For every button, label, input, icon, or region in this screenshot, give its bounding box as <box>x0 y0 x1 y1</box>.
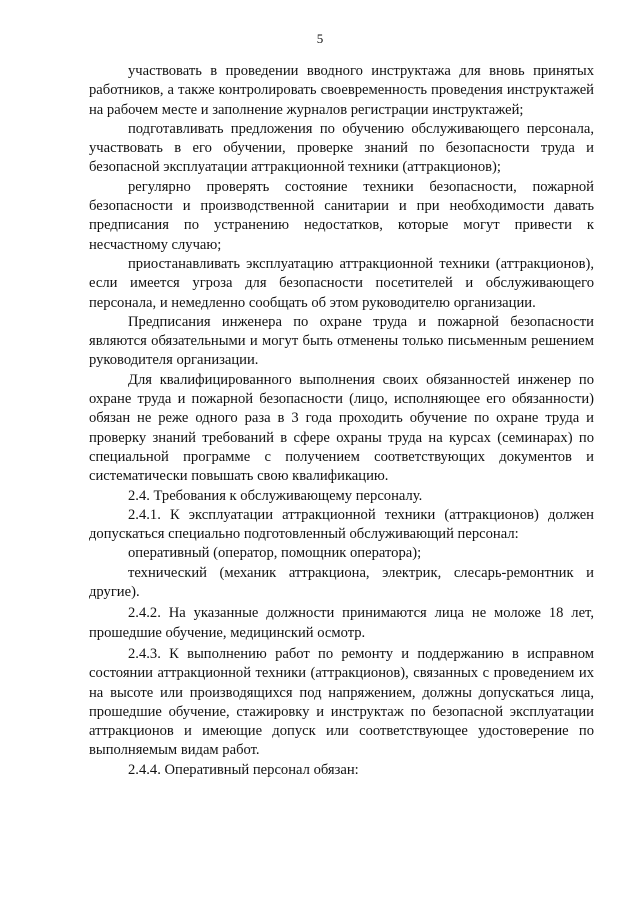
document-body <box>89 62 594 780</box>
paragraph-briefing-participation: участвовать в проведении вводного инструктажа для вновь принятых работников, а также контролировать своевременность проведения инструктажей на рабочем месте и заполнение журналов регистрации инструктажей; <box>89 63 594 118</box>
paragraph-2-4-1: 2.4.1. К эксплуатации аттракционной техники (аттракционов) должен допускаться специально подготовленный обслуживающий персонал: <box>89 506 594 543</box>
section-heading-2-4: 2.4. Требования к обслуживающему персоналу. <box>128 487 423 504</box>
paragraph-engineer-orders: Предписания инженера по охране труда и пожарной безопасности являются обязательными и могут быть отменены только письменным решением руководителя организации. <box>89 313 594 369</box>
page-number: 5 <box>316 31 324 46</box>
paragraph-qualification: Для квалифицированного выполнения своих обязанностей инженер по охране труда и пожарной безопасности (лицо, исполняющее его обязанности) обязан не реже одного раза в 3 года проходить обучение по охране труда и проверку знаний требований в сфере охраны труда на курсах (семинарах) по специальной программе с получением соответствующих документов и систематически повышать свою квалификацию. <box>89 371 594 485</box>
paragraph-2-4-2: 2.4.2. На указанные должности принимаются лица не моложе 18 лет, прошедшие обучение, медицинский осмотр. <box>89 605 594 641</box>
paragraph-suspend-operation: приостанавливать эксплуатацию аттракционной техники (аттракционов), если имеется угроза для безопасности посетителей и обслуживающего персонала, и немедленно сообщать об этом руководителю организации. <box>89 255 594 311</box>
paragraph-technical-staff: технический (механик аттракциона, электрик, слесарь-ремонтник и другие). <box>89 564 594 601</box>
paragraph-2-4-3: 2.4.3. К выполнению работ по ремонту и поддержанию в исправном состоянии аттракционной техники (аттракционов), связанных с проведением их на высоте или производящихся под напряжением, должны допускаться лица, прошедшие обучение, стажировку и инструктаж по безопасной эксплуатации аттракционов и имеющие допуск или соответствующее удостоверение по выполняемым видам работ. <box>89 645 594 759</box>
paragraph-2-4-4: 2.4.4. Оперативный персонал обязан: <box>128 761 359 778</box>
paragraph-training-proposals: подготавливать предложения по обучению обслуживающего персонала, участвовать в его обучении, проверке знаний по безопасности труда и безопасной эксплуатации аттракционной техники (аттракционов); <box>89 120 594 176</box>
paragraph-operational-staff: оперативный (оператор, помощник оператора); <box>128 545 422 562</box>
paragraph-regular-checks: регулярно проверять состояние техники безопасности, пожарной безопасности и производственной санитарии и при необходимости давать предписания по устранению недостатков, которые могут привести к несчастному случаю; <box>89 178 594 253</box>
